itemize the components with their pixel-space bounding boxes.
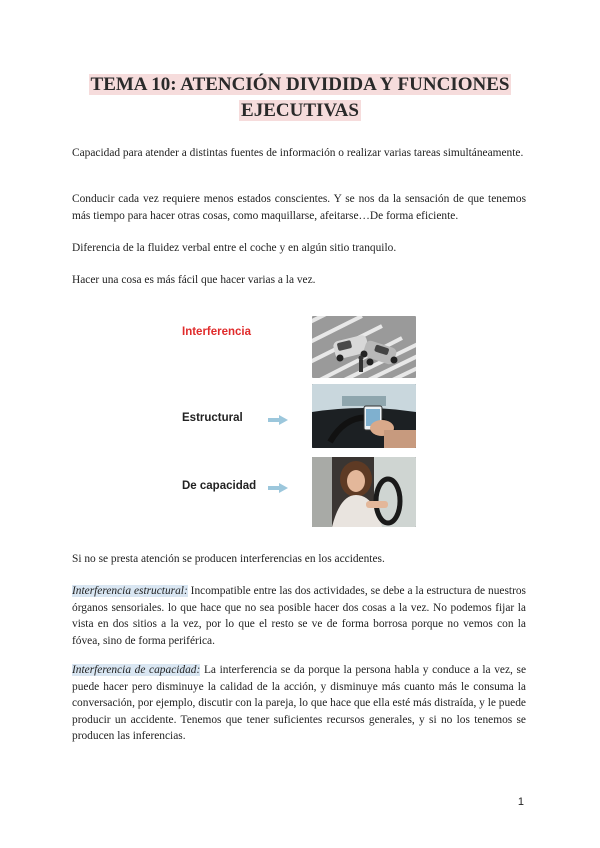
paragraph-4: Hacer una cosa es más fácil que hacer varias a la vez. <box>72 274 316 286</box>
label-estructural: Estructural <box>182 412 243 424</box>
arrow-right-icon <box>268 415 288 425</box>
document-title <box>60 72 540 124</box>
paragraph-7 <box>72 662 526 745</box>
paragraph-7-text: La interferencia se da porque la persona habla y conduce a la vez, se puede hacer pero disminuye la calidad de la acción, y disminuye más cuanto más le consuma la conversación, por ejemplo, discutir con la pareja, lo que hace que ella esté más distraída, y le puede producir un accidente. Tenemos que tener suficientes recursos generales, y si no los tenemos se producen las inferencias. <box>72 664 526 743</box>
paragraph-3: Diferencia de la fluidez verbal entre el coche y en algún sitio tranquilo. <box>72 242 397 254</box>
interference-figure <box>176 316 418 528</box>
title-line-2: EJECUTIVAS <box>241 100 359 121</box>
label-capacidad: De capacidad <box>182 480 257 492</box>
label-interferencia: Interferencia <box>182 326 252 338</box>
page-number: 1 <box>517 796 524 808</box>
car-crash-photo <box>312 316 416 378</box>
paragraph-6-text: Incompatible entre las dos actividades, se debe a la estructura de nuestros órganos sensoriales. lo que hace que no sea posible hacer dos cosas a la vez. No podemos fijar la vista en dos sitios a la vez, por lo que el resto se ve de forma borrosa porque no vemos con la fóvea, sino de forma periférica. <box>72 585 526 647</box>
paragraph-5: Si no se presta atención se producen interferencias en los accidentes. <box>72 553 385 565</box>
woman-driving-photo <box>312 457 416 527</box>
arrow-right-icon <box>268 483 288 493</box>
label-interferencia-estructural: Interferencia estructural: <box>72 585 188 597</box>
label-interferencia-capacidad: Interferencia de capacidad: <box>72 664 201 676</box>
paragraph-2: Conducir cada vez requiere menos estados conscientes. Y se nos da la sensación de que tenemos más tiempo para hacer otras cosas, como maquillarse, afeitarse…De forma eficiente. <box>72 193 526 222</box>
paragraph-1: Capacidad para atender a distintas fuentes de información o realizar varias tareas simultáneamente. <box>72 147 524 159</box>
phone-while-driving-photo <box>312 384 416 448</box>
title-line-1: TEMA 10: ATENCIÓN DIVIDIDA Y FUNCIONES <box>90 74 510 95</box>
paragraph-6 <box>72 583 526 649</box>
